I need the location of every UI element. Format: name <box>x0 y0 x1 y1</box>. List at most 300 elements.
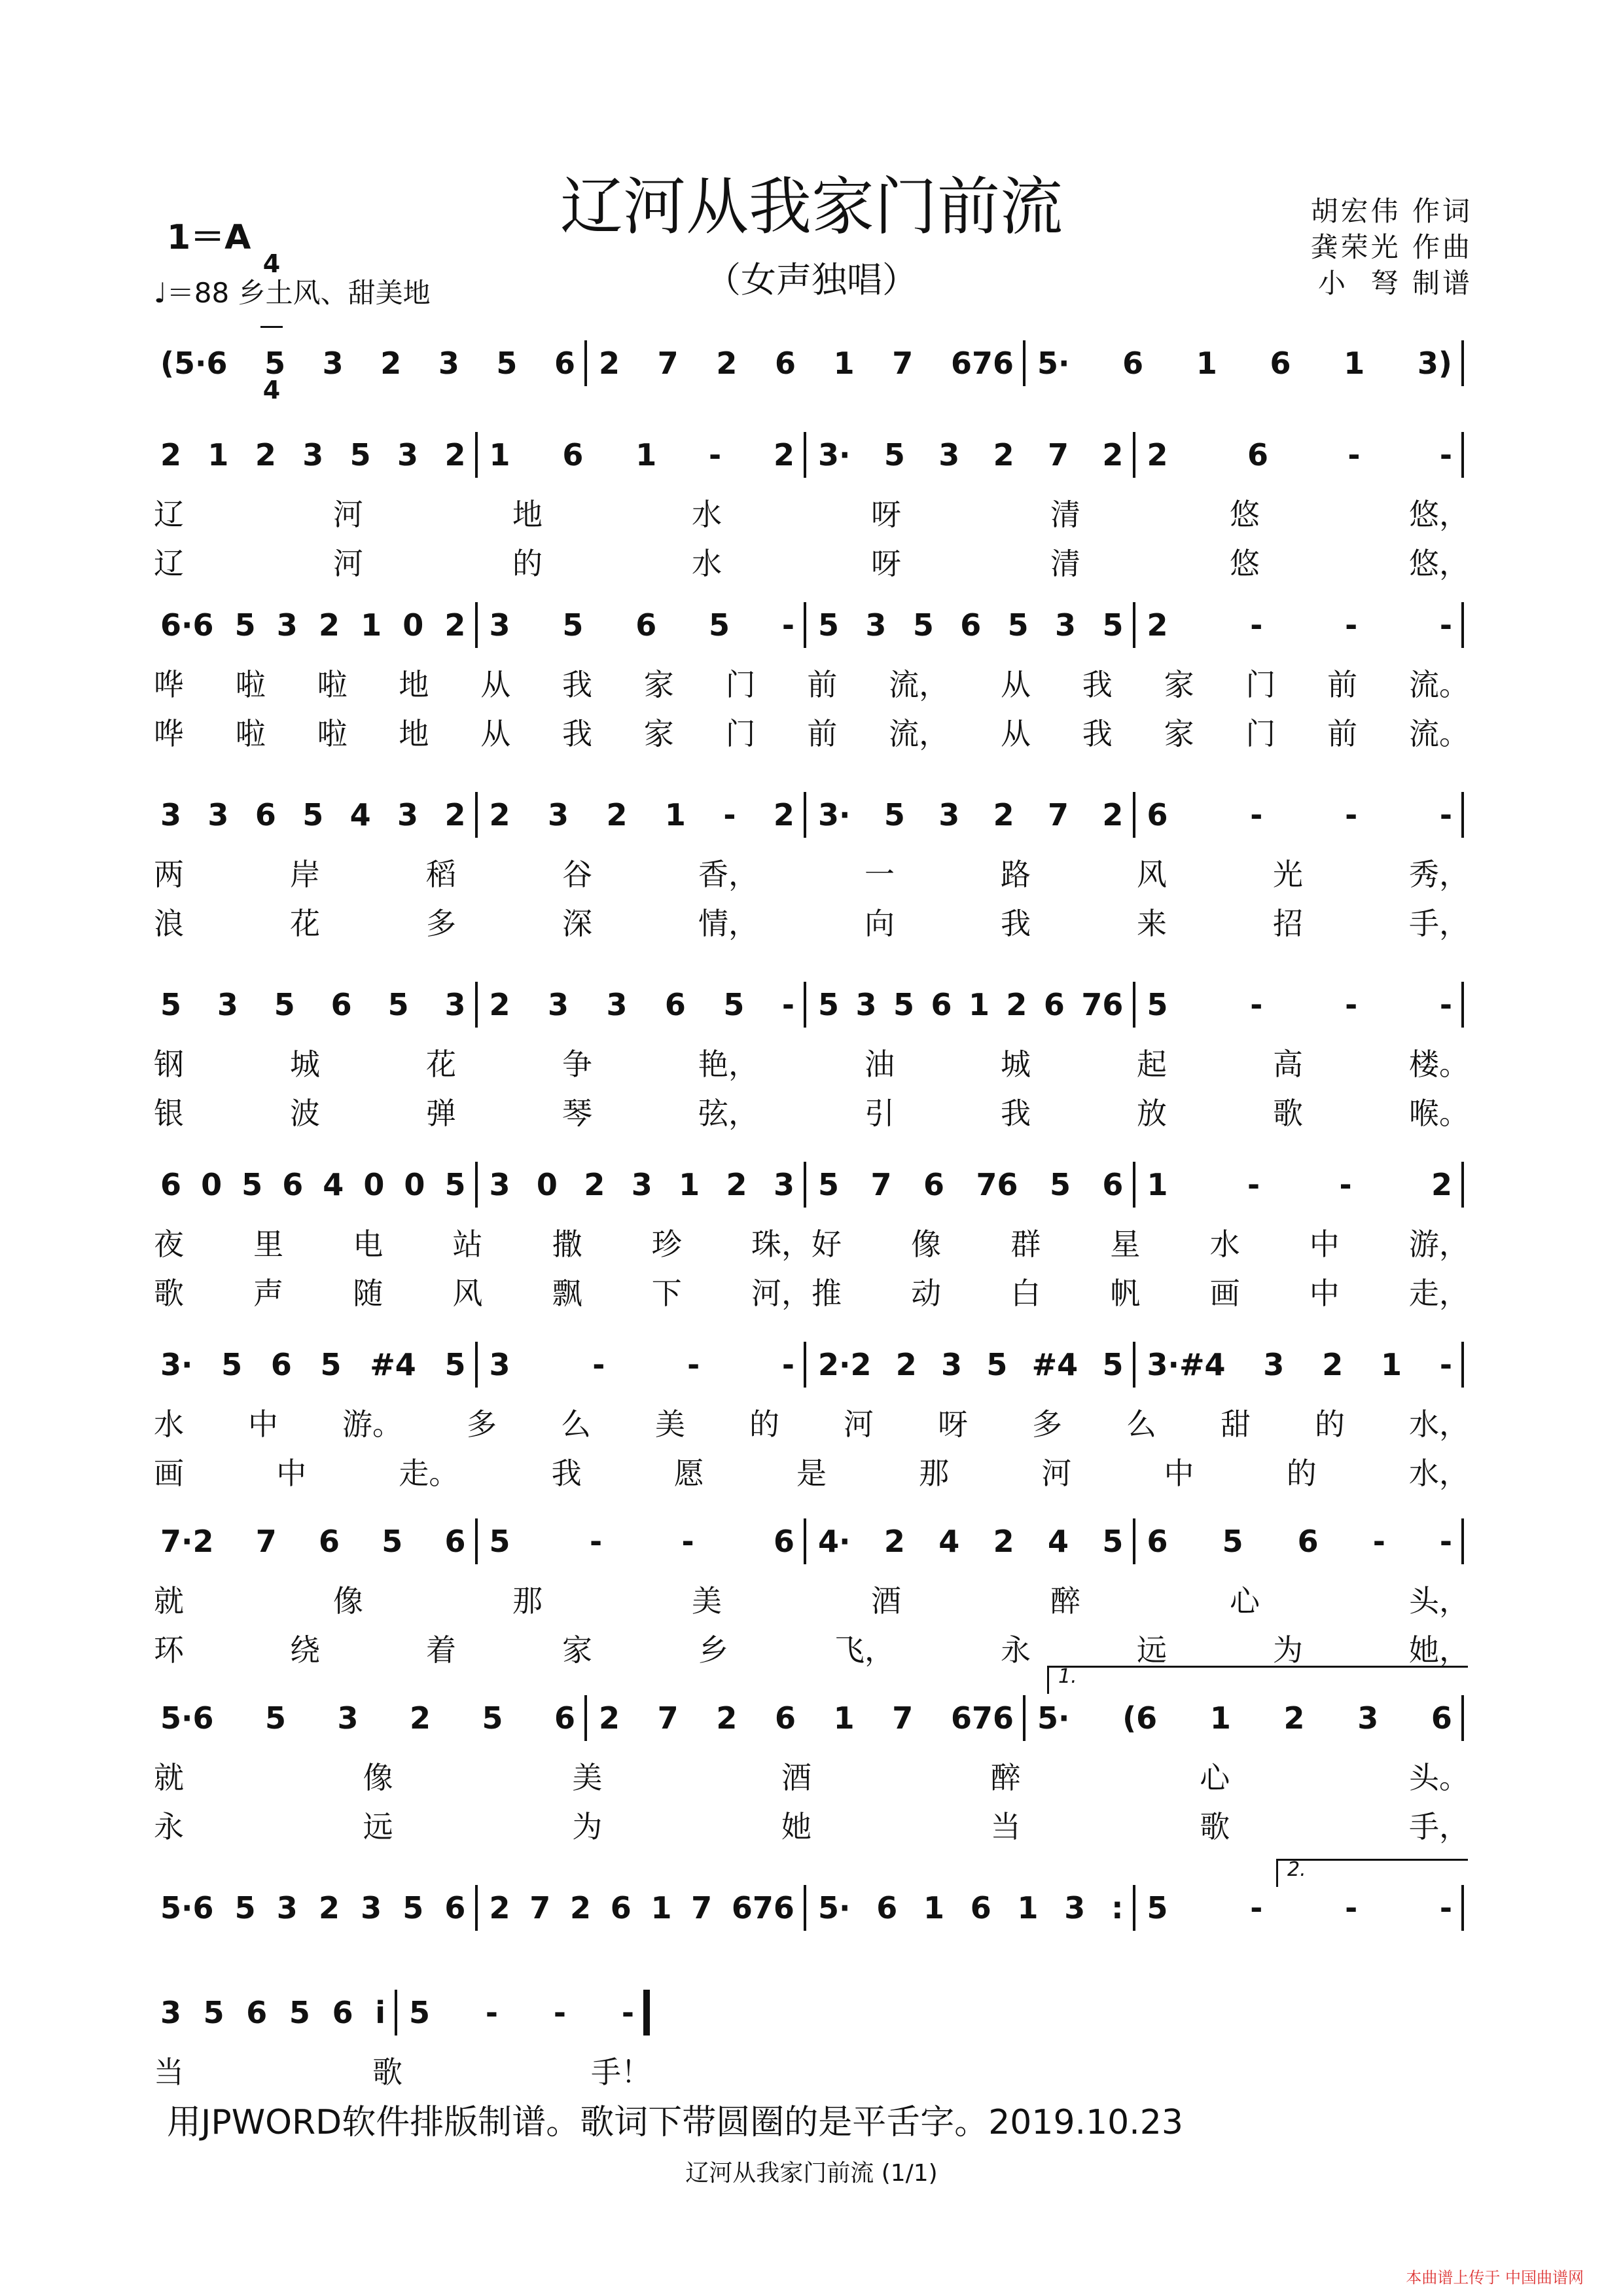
lyric-char: 辽 <box>154 546 184 581</box>
note: 2 <box>444 437 466 473</box>
lyric-char: 从 <box>480 667 511 702</box>
note: i <box>375 1995 385 2030</box>
note: 2 <box>773 797 794 833</box>
note: 5 <box>349 437 371 473</box>
measure <box>160 1885 466 1931</box>
note: 2 <box>489 797 510 833</box>
note: - <box>1439 1524 1452 1559</box>
barline <box>643 1990 650 2036</box>
note: 1 <box>833 346 855 381</box>
lyric-char: 家 <box>1164 667 1194 702</box>
note: 7 <box>657 346 679 381</box>
lyric-char: 像 <box>333 1583 363 1619</box>
note: 5 <box>1222 1524 1243 1559</box>
lyric-char: 前 <box>1327 667 1358 702</box>
barline <box>804 1518 806 1564</box>
barline <box>475 432 478 478</box>
lyric-char: 悠 <box>1230 497 1260 532</box>
lyric-char: 呀 <box>871 497 901 532</box>
note: 676 <box>950 1700 1014 1736</box>
time-bottom: 4 <box>262 376 281 404</box>
note: 2 <box>160 437 182 473</box>
note: - <box>592 1347 605 1382</box>
barline <box>1461 1518 1464 1564</box>
measure <box>160 432 466 478</box>
lyric-char: 着 <box>426 1632 456 1668</box>
lyric-char: 香， <box>698 857 758 892</box>
lyric-char: 流。 <box>1408 667 1469 702</box>
note: 5 <box>234 607 256 643</box>
note: 3 <box>1055 607 1077 643</box>
lyric-char: 歌 <box>1273 1096 1303 1131</box>
note: 5 <box>562 607 584 643</box>
note: 2 <box>993 1524 1014 1559</box>
note: - <box>589 1524 603 1559</box>
barline <box>1461 1342 1464 1388</box>
note: 7 <box>657 1700 679 1736</box>
lyric-line <box>154 1754 1469 1797</box>
lyric-char: 远 <box>363 1809 393 1844</box>
lyric-line <box>154 1577 1469 1621</box>
note: 6 <box>1431 1700 1452 1736</box>
lyric-char: 醉 <box>990 1760 1021 1795</box>
barline <box>475 1342 478 1388</box>
note: 2 <box>489 987 510 1022</box>
note: 1 <box>664 797 686 833</box>
note: 6 <box>1270 346 1291 381</box>
lyric-char: 飞， <box>834 1632 895 1668</box>
lyric-char: 流。 <box>1408 716 1469 751</box>
measure <box>1147 982 1453 1028</box>
lyric-line <box>154 491 1469 534</box>
lyric-char: 来 <box>1137 906 1167 941</box>
barline <box>475 602 478 648</box>
barline <box>1461 792 1464 838</box>
note: 2 <box>599 1700 620 1736</box>
barline <box>1133 1342 1135 1388</box>
note: 3 <box>547 987 569 1022</box>
lyric-char: 为 <box>572 1809 603 1844</box>
measure <box>490 1342 795 1388</box>
measure <box>1147 1885 1453 1931</box>
lyric-line <box>154 1803 1469 1846</box>
note: 0 <box>363 1167 385 1202</box>
lyric-char: 琴 <box>562 1096 592 1131</box>
measure <box>160 982 466 1028</box>
measure <box>490 602 795 648</box>
measure <box>160 1518 466 1564</box>
note: 2 <box>444 607 466 643</box>
lyric-char: 弦， <box>698 1096 758 1131</box>
note: 6 <box>1102 1167 1124 1202</box>
lyric-char: 美 <box>655 1407 685 1442</box>
measure <box>1147 1518 1453 1564</box>
key-signature: 1＝A <box>167 218 251 257</box>
note: 7 <box>870 1167 892 1202</box>
note: 2 <box>318 1890 340 1926</box>
lyric-char: 我 <box>1001 906 1031 941</box>
lyric-char: 歌 <box>372 2054 402 2090</box>
note: - <box>681 1524 694 1559</box>
barline <box>475 1518 478 1564</box>
note: 5·6 <box>160 1700 214 1736</box>
note: 6 <box>255 797 276 833</box>
note: 6 <box>554 1700 575 1736</box>
note: 6 <box>1297 1524 1319 1559</box>
barline <box>1133 432 1135 478</box>
staff-row <box>154 1990 1469 2036</box>
lyric-char: 珠，好 <box>751 1227 842 1262</box>
note: 1 <box>207 437 229 473</box>
barline <box>1133 792 1135 838</box>
lyric-char: 撒 <box>552 1227 582 1262</box>
lyric-char: 花 <box>426 1047 456 1082</box>
note: 3 <box>361 1890 382 1926</box>
barline <box>584 1695 587 1741</box>
note: 7 <box>892 1700 914 1736</box>
lyric-char: 我 <box>551 1456 582 1491</box>
note: 5 <box>234 1890 256 1926</box>
note: 7 <box>1048 797 1069 833</box>
lyric-char: 波 <box>290 1096 320 1131</box>
lyric-char: 悠， <box>1409 497 1469 532</box>
note: 3 <box>865 607 887 643</box>
note: - <box>781 987 794 1022</box>
note: 5· <box>1037 1700 1070 1736</box>
lyric-char: 门 <box>725 667 756 702</box>
lyric-char: 中 <box>276 1456 307 1491</box>
lyric-char: 家 <box>643 667 674 702</box>
lyric-char: 多 <box>426 906 456 941</box>
lyric-char: 风 <box>1137 857 1167 892</box>
barline <box>804 1162 806 1208</box>
note: 5 <box>241 1167 263 1202</box>
note: 3 <box>1357 1700 1379 1736</box>
note: 676 <box>731 1890 794 1926</box>
lyric-char: 岸 <box>290 857 320 892</box>
lyric-char: 多 <box>467 1407 497 1442</box>
note: 3 <box>938 437 960 473</box>
note: 7·2 <box>160 1524 214 1559</box>
lyric-char: 心 <box>1200 1760 1230 1795</box>
note: - <box>1372 1524 1385 1559</box>
lyric-char: 帆 <box>1110 1276 1141 1311</box>
lyric-char: 那 <box>919 1456 950 1491</box>
note: 5 <box>912 607 934 643</box>
lyric-char: 从 <box>480 716 511 751</box>
note: - <box>723 797 736 833</box>
note: 6 <box>270 1347 292 1382</box>
lyric-char: 我 <box>1001 1096 1031 1131</box>
lyric-char: 像 <box>911 1227 942 1262</box>
note: - <box>1439 437 1452 473</box>
note: 6 <box>774 346 796 381</box>
lyric-char: 游， <box>1408 1227 1469 1262</box>
lyric-char: 头， <box>1409 1583 1469 1619</box>
measure <box>160 340 575 386</box>
note: 1 <box>361 607 382 643</box>
barline <box>1461 340 1464 386</box>
lyric-char: 群 <box>1010 1227 1041 1262</box>
lyric-line <box>154 1401 1469 1444</box>
note: 5 <box>818 1167 840 1202</box>
lyric-char: 的 <box>512 546 543 581</box>
note: - <box>781 607 794 643</box>
lyric-char: 手， <box>1408 1809 1469 1844</box>
note: 76 <box>1081 987 1124 1022</box>
note: 2 <box>606 797 628 833</box>
barline <box>1461 432 1464 478</box>
footer-note: 用JPWORD软件排版制谱。歌词下带圆圈的是平舌字。2019.10.23 <box>167 2103 1183 2142</box>
note: 2 <box>1322 1347 1344 1382</box>
staff-row <box>154 1342 1469 1388</box>
note: 6 <box>562 437 584 473</box>
note: (5·6 <box>160 346 228 381</box>
lyric-char: 声 <box>253 1276 284 1311</box>
note: 3) <box>1417 346 1452 381</box>
lyric-char: 美 <box>572 1760 603 1795</box>
lyric-char: 她， <box>1409 1632 1469 1668</box>
lyric-line <box>154 1270 1469 1313</box>
note: 7 <box>255 1524 277 1559</box>
barline <box>1461 1695 1464 1741</box>
barline <box>804 1885 806 1931</box>
measure <box>818 1162 1124 1208</box>
note: 3 <box>938 797 960 833</box>
note: 6 <box>1247 437 1268 473</box>
lyric-char: 的 <box>749 1407 779 1442</box>
lyric-char: 弹 <box>426 1096 456 1131</box>
note: 2 <box>1102 797 1124 833</box>
note: 3· <box>818 797 851 833</box>
measure <box>1147 602 1453 648</box>
staff-row <box>154 1518 1469 1564</box>
note: 5 <box>883 797 905 833</box>
lyric-char: 手， <box>1409 906 1469 941</box>
note: 3 <box>276 1890 298 1926</box>
lyric-char: 水 <box>692 546 722 581</box>
lyric-char: 是 <box>796 1456 827 1491</box>
lyric-char: 我 <box>1082 716 1113 751</box>
note: 6 <box>554 346 575 381</box>
note: 5 <box>444 1167 466 1202</box>
note: 3 <box>337 1700 359 1736</box>
staff-row <box>154 432 1469 478</box>
lyric-char: 心 <box>1230 1583 1260 1619</box>
measure <box>818 1342 1124 1388</box>
lyric-char: 动 <box>911 1276 942 1311</box>
lyric-char: 星 <box>1110 1227 1141 1262</box>
lyric-char: 啦 <box>317 667 348 702</box>
measure <box>160 602 466 648</box>
lyric-char: 像 <box>363 1760 393 1795</box>
lyric-char: 歌 <box>1200 1809 1230 1844</box>
note: 5 <box>382 1524 403 1559</box>
measure <box>818 982 1124 1028</box>
time-top: 4 <box>262 249 281 278</box>
lyric-char: 夜 <box>154 1227 184 1262</box>
note: - <box>1347 437 1361 473</box>
lyric-char: 她 <box>781 1809 812 1844</box>
note: 5 <box>1147 1890 1168 1926</box>
lyric-char: 歌 <box>154 1276 184 1311</box>
note: 5 <box>986 1347 1008 1382</box>
note: 2 <box>1006 987 1027 1022</box>
measure <box>409 1990 634 2036</box>
barline <box>475 982 478 1028</box>
lyric-char: 环 <box>154 1632 184 1668</box>
lyric-line <box>154 851 1469 894</box>
staff-row <box>154 1695 1469 1741</box>
lyric-char: 下 <box>651 1276 682 1311</box>
barline <box>1133 982 1135 1028</box>
measure <box>160 1990 385 2036</box>
lyric-char: 么 <box>561 1407 591 1442</box>
barline <box>804 432 806 478</box>
staff-row <box>154 1162 1469 1208</box>
note: 3 <box>302 437 324 473</box>
lyric-char: 美 <box>692 1583 722 1619</box>
lyric-char: 流， <box>889 716 950 751</box>
note: : <box>1111 1890 1124 1926</box>
lyric-char: 清 <box>1050 497 1080 532</box>
note: - <box>1345 607 1358 643</box>
note: 6 <box>318 1524 340 1559</box>
lyric-char: 悠 <box>1230 546 1260 581</box>
lyric-char: 里 <box>253 1227 284 1262</box>
lyric-char: 喉。 <box>1409 1096 1469 1131</box>
measure <box>490 1162 795 1208</box>
note: 4· <box>818 1524 851 1559</box>
note: 2 <box>409 1700 431 1736</box>
lyric-char: 我 <box>1082 667 1113 702</box>
note: 5 <box>1049 1167 1071 1202</box>
lyric-char: 为 <box>1273 1632 1303 1668</box>
note: 3 <box>855 987 877 1022</box>
watermark: 本曲谱上传于 中国曲谱网 <box>1406 2269 1584 2287</box>
note: - <box>781 1347 794 1382</box>
note: 6 <box>332 1995 353 2030</box>
note: 5 <box>1102 1347 1124 1382</box>
lyric-char: 前 <box>1327 716 1358 751</box>
note: 3 <box>631 1167 652 1202</box>
lyric-char: 电 <box>353 1227 383 1262</box>
lyric-char: 永 <box>1001 1632 1031 1668</box>
note: 3 <box>276 607 298 643</box>
staff-row <box>154 1885 1469 1931</box>
lyric-char: 门 <box>1245 667 1276 702</box>
barline <box>1023 340 1026 386</box>
note: 76 <box>976 1167 1018 1202</box>
measure <box>818 602 1124 648</box>
lyric-char: 我 <box>562 716 592 751</box>
note: 0 <box>402 607 424 643</box>
note: 5 <box>709 607 730 643</box>
note: 3 <box>1263 1347 1285 1382</box>
measure <box>1037 340 1452 386</box>
lyric-char: 从 <box>1000 667 1031 702</box>
note: - <box>1250 607 1263 643</box>
measure <box>160 1162 466 1208</box>
note: 2 <box>569 1890 591 1926</box>
lyric-char: 画 <box>154 1456 184 1491</box>
note: 6 <box>610 1890 632 1926</box>
lyric-char: 前 <box>807 667 838 702</box>
lyric-char: 走。 <box>399 1456 459 1491</box>
note: 6 <box>1147 1524 1168 1559</box>
note: 2 <box>993 437 1014 473</box>
lyric-char: 水 <box>692 497 722 532</box>
note: 6 <box>970 1890 991 1926</box>
barline <box>1461 982 1464 1028</box>
note: 5 <box>723 987 745 1022</box>
lyric-line <box>154 1626 1469 1670</box>
lyric-char: 河 <box>333 546 363 581</box>
lyric-line <box>154 710 1469 753</box>
note: 3 <box>397 437 419 473</box>
note: 2·2 <box>818 1347 872 1382</box>
note: 3 <box>606 987 628 1022</box>
note: 1 <box>1196 346 1217 381</box>
staff-row <box>154 792 1469 838</box>
lyric-char: 呀 <box>871 546 901 581</box>
lyric-char: 楼。 <box>1409 1047 1469 1082</box>
note: 3 <box>217 987 238 1022</box>
note: 1 <box>923 1890 945 1926</box>
note: - <box>1439 607 1452 643</box>
note: - <box>1345 987 1358 1022</box>
lyric-char: 头。 <box>1408 1760 1469 1795</box>
lyric-char: 引 <box>865 1096 895 1131</box>
lyric-line <box>154 540 1469 583</box>
lyric-char: 水 <box>154 1407 184 1442</box>
note: 6 <box>931 987 952 1022</box>
lyric-char: 飘 <box>552 1276 582 1311</box>
note: 2 <box>1431 1167 1452 1202</box>
measure <box>160 1695 575 1741</box>
barline <box>475 1162 478 1208</box>
lyric-char: 河 <box>333 497 363 532</box>
lyric-char: 中 <box>1309 1227 1340 1262</box>
note: 5 <box>482 1700 503 1736</box>
lyric-char: 门 <box>1245 716 1276 751</box>
measure <box>599 1695 1014 1741</box>
staff-row <box>154 602 1469 648</box>
measure <box>818 432 1124 478</box>
note: 676 <box>950 346 1014 381</box>
barline <box>804 1342 806 1388</box>
note: 6 <box>773 1524 794 1559</box>
note: 6 <box>1147 797 1168 833</box>
note: 5 <box>893 987 914 1022</box>
lyric-line <box>154 900 1469 943</box>
note: 6 <box>635 607 657 643</box>
measure <box>490 982 795 1028</box>
volta-2-label: 2. <box>1287 1858 1306 1881</box>
lyric-char: 当 <box>154 2054 184 2090</box>
lyric-char: 家 <box>1164 716 1194 751</box>
note: - <box>709 437 722 473</box>
note: - <box>1339 1167 1352 1202</box>
lyric-char: 高 <box>1273 1047 1303 1082</box>
note: 3· <box>818 437 851 473</box>
lyric-char: 愿 <box>673 1456 704 1491</box>
composer-credit: 龚荣光 作曲 <box>1310 231 1472 263</box>
barline <box>804 602 806 648</box>
lyric-line <box>154 2049 651 2092</box>
note: 0 <box>536 1167 558 1202</box>
note: 2 <box>318 607 340 643</box>
